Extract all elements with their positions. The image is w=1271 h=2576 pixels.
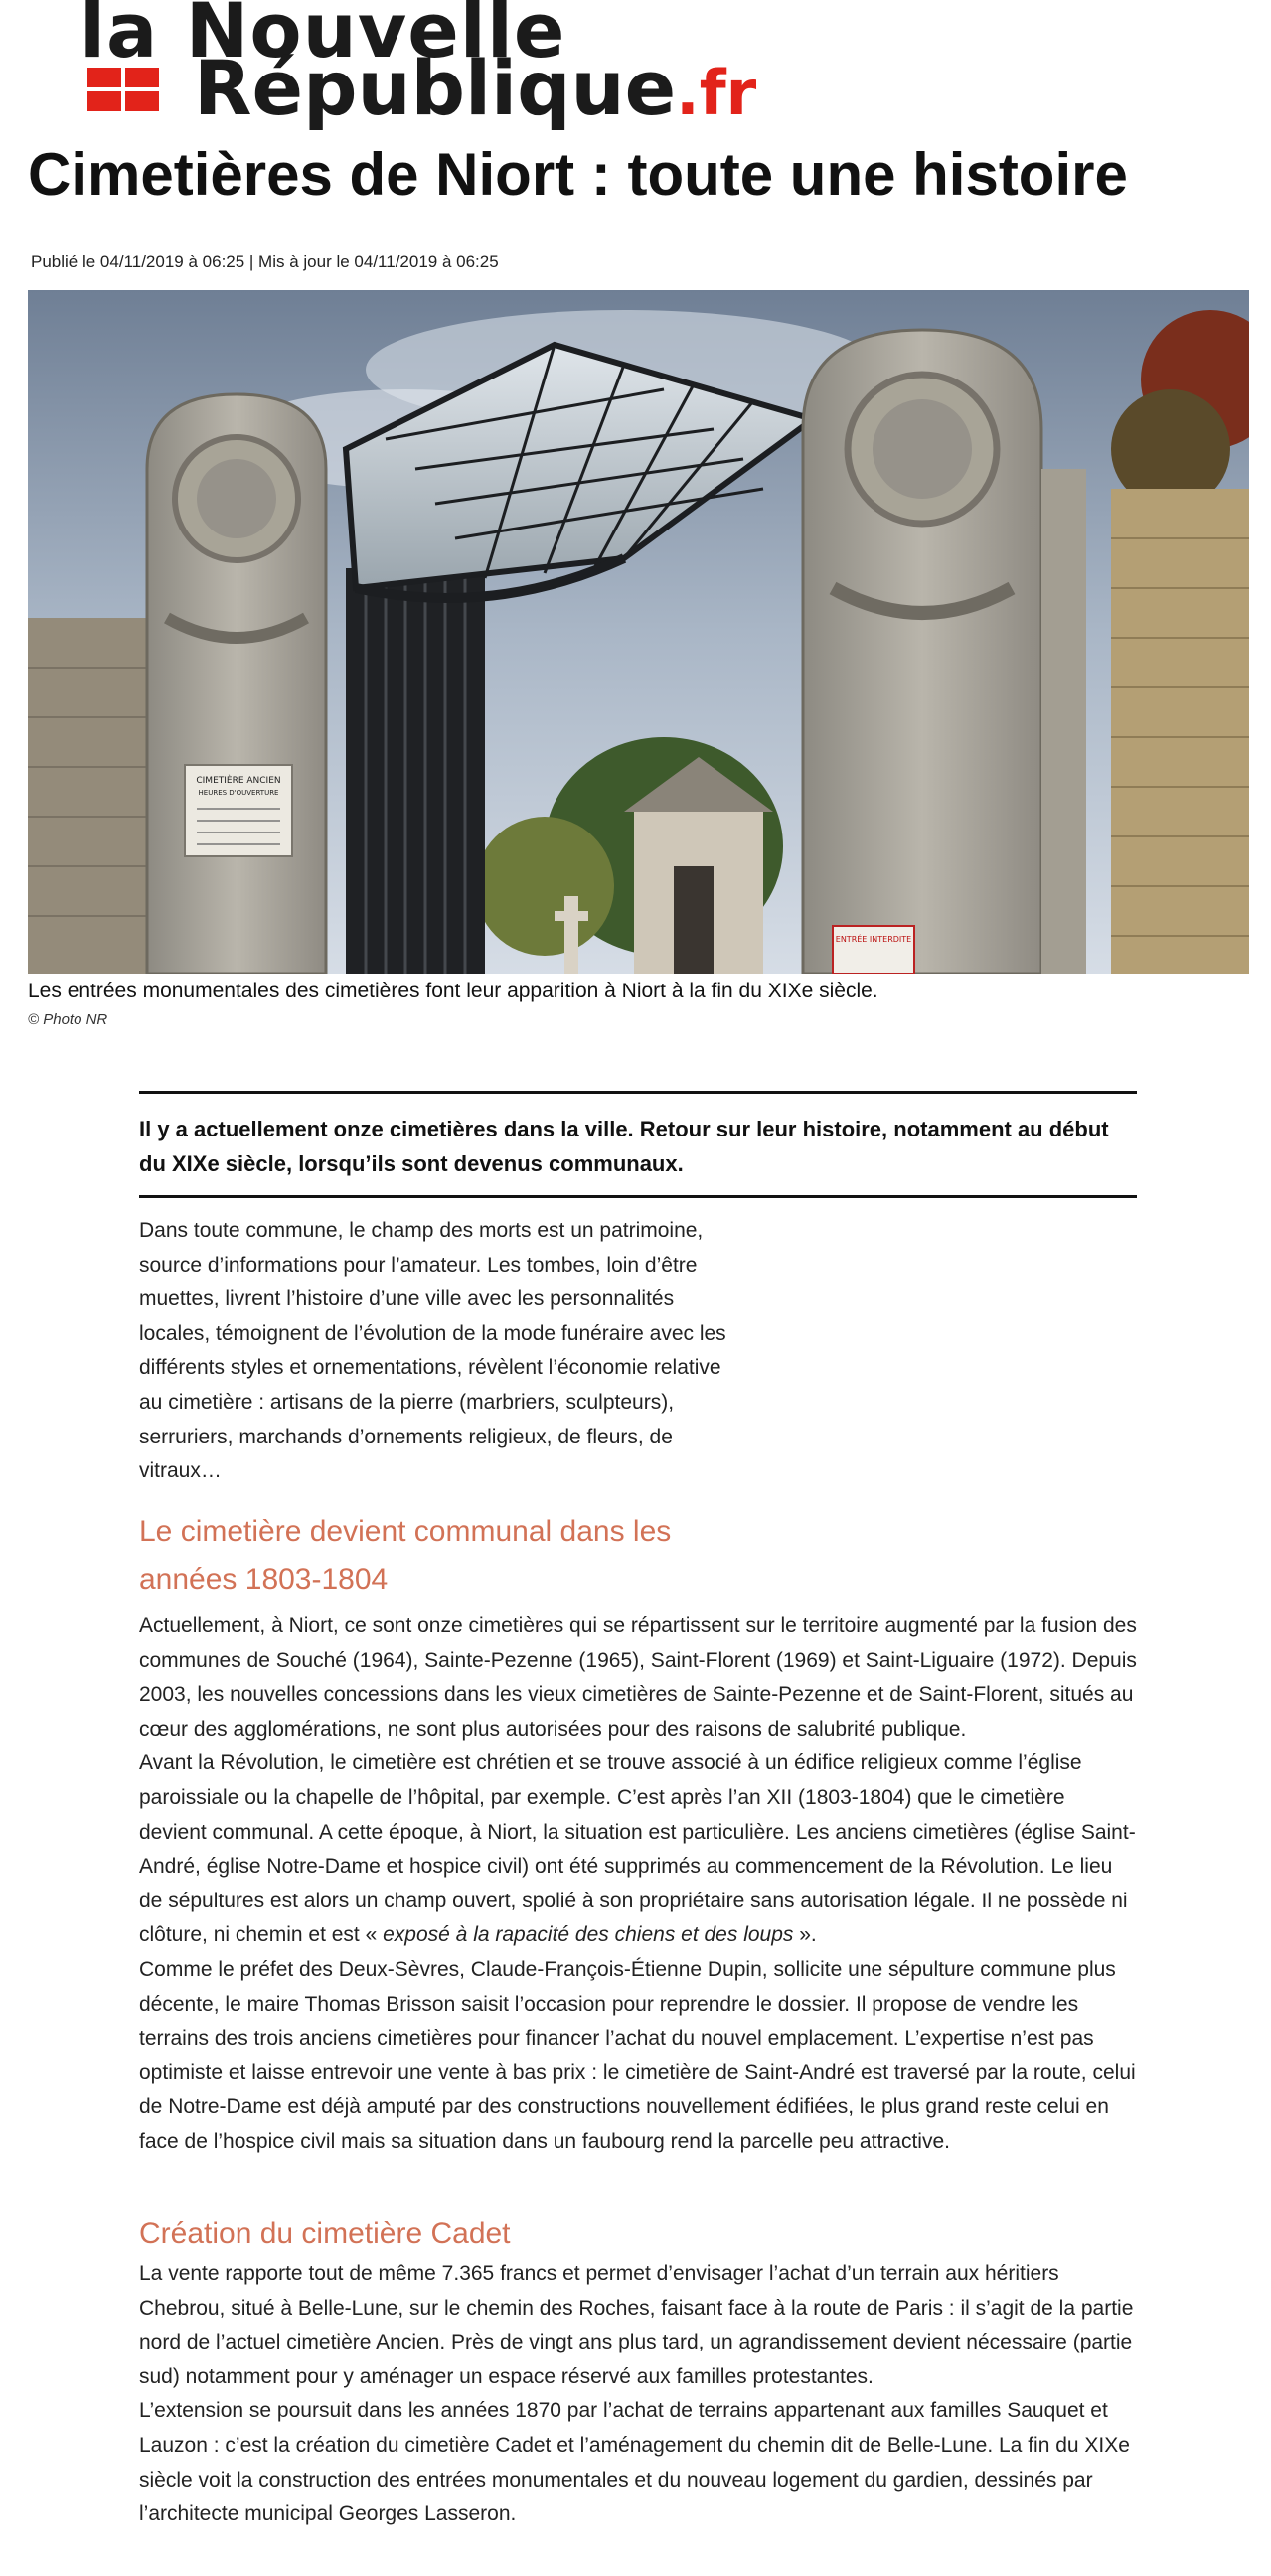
paragraph-text-end: ». bbox=[799, 1923, 817, 1947]
article-photo bbox=[28, 290, 1249, 974]
right-sign-line1: ENTRÉE INTERDITE bbox=[835, 935, 912, 944]
article-lead bbox=[139, 1091, 1137, 1198]
logo-text-suffix: .fr bbox=[676, 57, 757, 129]
paragraph: La vente rapporte tout de même 7.365 francs et permet d’envisager l’achat d’un terrain aux héritiers Chebrou, situé à Belle-Lune, sur le chemin des Roches, faisant face à la route de Paris : il s’agit de la partie nord de l’actuel cimetière Ancien. Près de vingt ans plus tard, un agrandissement devient nécessaire (partie sud) notamment pour y aménager un espace réservé aux familles protestantes. bbox=[139, 2262, 1134, 2388]
logo-text-line1: la Nouvelle bbox=[79, 0, 566, 75]
article-intro bbox=[139, 1214, 735, 1489]
section-heading-cadet: Création du cimetière Cadet bbox=[139, 2217, 511, 2250]
article-title: Cimetières de Niort : toute une histoire bbox=[28, 141, 1128, 208]
paragraph bbox=[139, 1746, 1137, 1953]
article-dates: Publié le 04/11/2019 à 06:25 | Mis à jour le 04/11/2019 à 06:25 bbox=[31, 252, 499, 271]
site-logo[interactable] bbox=[79, 0, 1192, 132]
intro-paragraph: Dans toute commune, le champ des morts est un patrimoine, source d’informations pour l’amateur. Les tombes, loin d’être muettes, livrent l’histoire d’une ville avec les personnalités locales, témoignent de l’évolution de la mode funéraire avec les différents styles et ornementations, révèlent l’économie relative au cimetière : artisans de la pierre (marbriers, sculpteurs), serruriers, marchands d’ornements religieux, de fleurs, de vitraux… bbox=[139, 1219, 726, 1483]
logo-text-republique: République bbox=[194, 44, 677, 132]
paragraph: L’extension se poursuit dans les années 1870 par l’achat de terrains appartenant aux familles Sauquet et Lauzon : c’est la création du cimetière Cadet et l’aménagement du chemin dit de Belle-Lune. La fin du XIXe siècle voit la construction des entrées monumentales et du nouveau logement du gardien, dessinés par l’architecte municipal Georges Lasseron. bbox=[139, 2399, 1130, 2526]
paragraph-text: Avant la Révolution, le cimetière est chrétien et se trouve associé à un édifice religieux comme l’église paroissiale ou la chapelle de l’hôpital, par exemple. C’est après l’an XII (1803-1804) que le cimetière devient communal. A cette époque, à Niort, la situation est particulière. Les anciens cimetières (église Saint-André, église Notre-Dame et hospice civil) ont été supprimés au commencement de la Révolution. Le lieu de sépultures est alors un champ ouvert, spolié à son propriétaire sans autorisation légale. Il ne possède ni clôture, ni chemin et est « bbox=[139, 1751, 1136, 1947]
left-sign-line2: HEURES D'OUVERTURE bbox=[198, 789, 279, 797]
paragraph-quote: exposé à la rapacité des chiens et des loups bbox=[377, 1923, 800, 1947]
cemetery-gate-image bbox=[28, 290, 1249, 974]
section-cadet-body bbox=[139, 2257, 1137, 2532]
photo-caption: Les entrées monumentales des cimetières font leur apparition à Niort à la fin du XIXe siècle. bbox=[28, 980, 878, 1002]
section-communal-body bbox=[139, 1609, 1137, 2160]
left-sign-line1: CIMETIÈRE ANCIEN bbox=[196, 776, 281, 786]
paragraph: Actuellement, à Niort, ce sont onze cimetières qui se répartissent sur le territoire augmenté par la fusion des communes de Souché (1964), Sainte-Pezenne (1965), Saint-Florent (1969) et Saint-Liguaire (1972). Depuis 2003, les nouvelles concessions dans les vieux cimetières de Sainte-Pezenne et de Saint-Florent, situés au cœur des agglomérations, ne sont plus autorisées pour des raisons de salubrité publique. bbox=[139, 1614, 1137, 1741]
paragraph: Comme le préfet des Deux-Sèvres, Claude-François-Étienne Dupin, sollicite une sépulture commune plus décente, le maire Thomas Brisson saisit l’occasion pour reprendre le dossier. Il propose de vendre les terrains des trois anciens cimetières pour financer l’achat du nouvel emplacement. L’expertise n’est pas optimiste et laisse entrevoir une vente à bas prix : le cimetière de Saint-André est traversé par la route, celui de Notre-Dame est déjà amputé par des constructions nouvellement édifiées, le plus grand reste celui en face de l’hospice civil mais sa situation dans un faubourg rend la parcelle peu attractive. bbox=[139, 1957, 1136, 2153]
article-lead-text: Il y a actuellement onze cimetières dans la ville. Retour sur leur histoire, notamment au début du XIXe siècle, lorsqu’ils sont devenus communaux. bbox=[139, 1117, 1109, 1176]
logo-text-line2 bbox=[194, 44, 756, 132]
section-heading-communal: Le cimetière devient communal dans les années 1803-1804 bbox=[139, 1515, 672, 1595]
photo-credit: © Photo NR bbox=[28, 1011, 108, 1028]
